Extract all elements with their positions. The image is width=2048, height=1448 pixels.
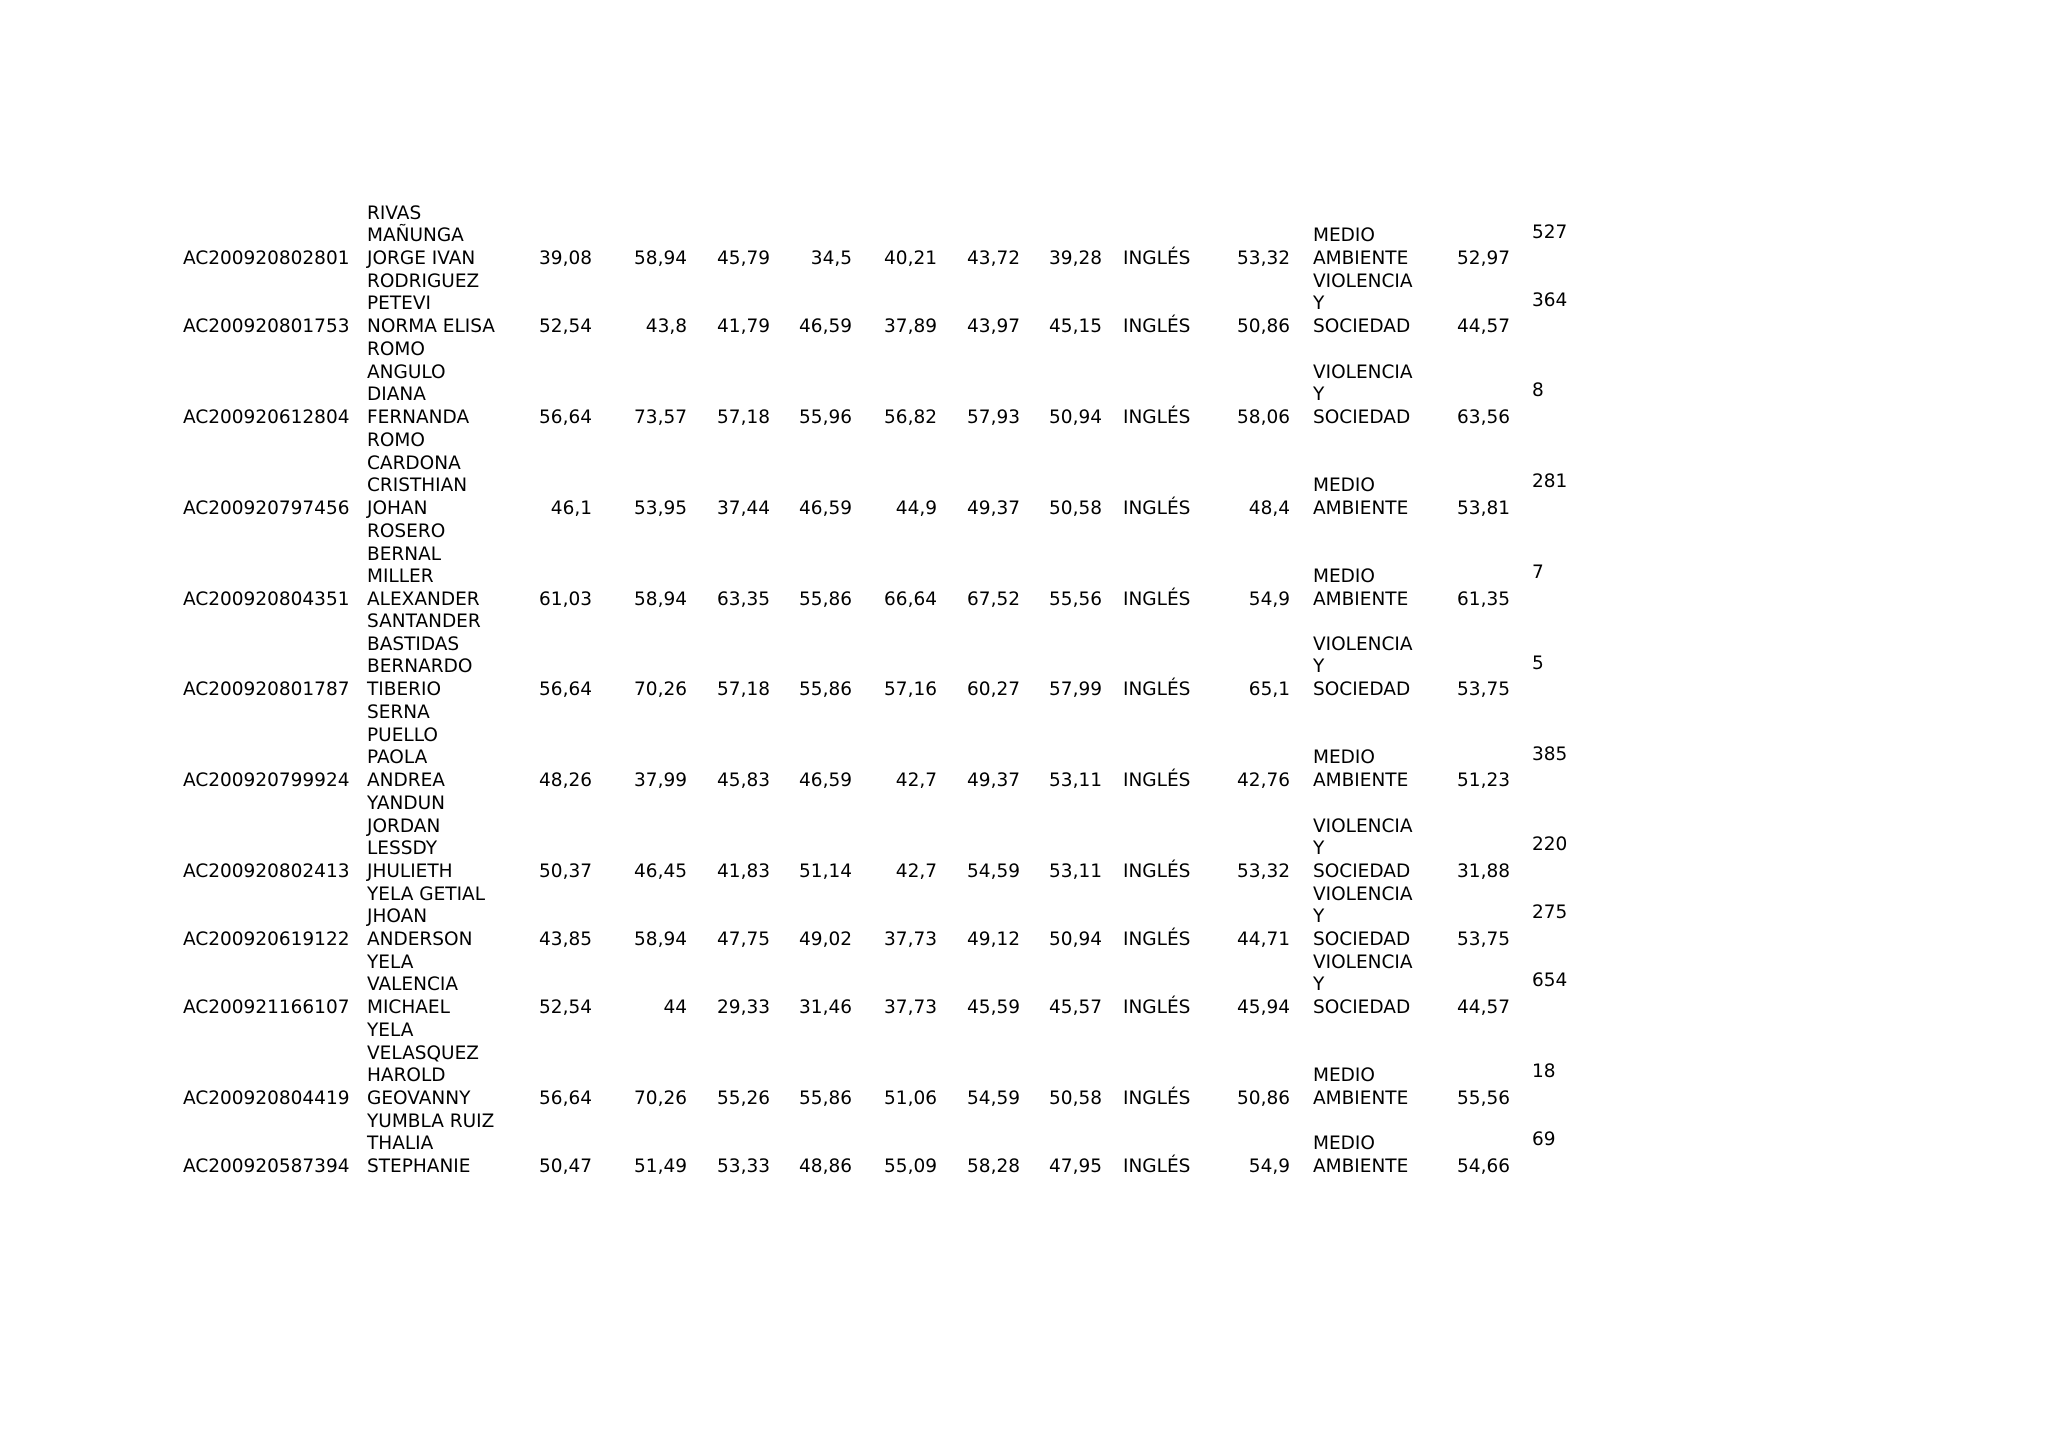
- topic-score-cell: 51,23: [1457, 769, 1510, 791]
- score-cell: 46,59: [799, 769, 852, 791]
- score-cell: 53,95: [634, 497, 687, 519]
- student-name-line: BERNARDO: [367, 656, 473, 677]
- student-name-line: RODRIGUEZ: [367, 270, 480, 292]
- score-cell: 54,59: [967, 1087, 1020, 1109]
- student-name-line: TIBERIO: [367, 678, 442, 700]
- topic-cell: [1313, 1133, 1433, 1178]
- language-cell: INGLÉS: [1123, 860, 1191, 882]
- student-name-line: FERNANDA: [367, 406, 470, 428]
- rank-cell: 18: [1532, 1061, 1556, 1082]
- score-cell: 61,03: [539, 588, 592, 610]
- student-name-line: ROMO: [367, 430, 425, 451]
- score-cell: 51,06: [884, 1087, 937, 1109]
- score-cell: 50,47: [539, 1155, 592, 1177]
- student-name: [367, 1111, 522, 1179]
- topic-cell-line: Y: [1313, 656, 1325, 677]
- topic-cell-line: Y: [1313, 906, 1325, 927]
- registration-code: AC200920804351: [183, 588, 350, 610]
- language-score-cell: 50,86: [1237, 1087, 1290, 1109]
- score-cell: 45,59: [967, 996, 1020, 1018]
- student-name: [367, 702, 522, 792]
- score-cell: 41,79: [717, 315, 770, 337]
- score-cell: 40,21: [884, 247, 937, 269]
- student-name-line: PAOLA: [367, 747, 428, 768]
- topic-cell-line: MEDIO: [1313, 1133, 1375, 1154]
- language-score-cell: 53,32: [1237, 860, 1290, 882]
- topic-score-cell: 54,66: [1457, 1155, 1510, 1177]
- score-cell: 67,52: [967, 588, 1020, 610]
- score-cell: 31,46: [799, 996, 852, 1018]
- topic-score-cell: 61,35: [1457, 588, 1510, 610]
- score-cell: 47,75: [717, 928, 770, 950]
- score-cell: 39,08: [539, 247, 592, 269]
- registration-code: AC200920799924: [183, 769, 350, 791]
- student-name-line: ALEXANDER: [367, 588, 480, 610]
- score-cell: 45,79: [717, 247, 770, 269]
- score-cell: 42,7: [895, 769, 937, 791]
- student-name-line: ANDERSON: [367, 928, 473, 950]
- topic-score-cell: 31,88: [1457, 860, 1510, 882]
- score-cell: 56,64: [539, 678, 592, 700]
- student-name-line: CARDONA: [367, 452, 461, 474]
- rank-cell: 7: [1532, 562, 1544, 583]
- student-name-line: JHULIETH: [367, 860, 453, 882]
- language-cell: INGLÉS: [1123, 406, 1191, 428]
- score-cell: 56,64: [539, 1087, 592, 1109]
- topic-cell-line: Y: [1313, 293, 1325, 314]
- language-score-cell: 50,86: [1237, 315, 1290, 337]
- topic-cell-line: MEDIO: [1313, 747, 1375, 768]
- language-score-cell: 58,06: [1237, 406, 1290, 428]
- score-cell: 34,5: [810, 247, 852, 269]
- topic-cell-line: AMBIENTE: [1313, 588, 1409, 610]
- rank-cell: 364: [1532, 290, 1568, 311]
- student-name: [367, 521, 522, 611]
- topic-cell-line: MEDIO: [1313, 1065, 1375, 1086]
- topic-cell-line: Y: [1313, 384, 1325, 405]
- score-cell: 52,54: [539, 996, 592, 1018]
- topic-score-cell: 53,81: [1457, 497, 1510, 519]
- score-cell: 66,64: [884, 588, 937, 610]
- score-cell: 58,94: [634, 588, 687, 610]
- topic-score-cell: 44,57: [1457, 315, 1510, 337]
- score-cell: 43,97: [967, 315, 1020, 337]
- topic-cell: [1313, 1065, 1433, 1110]
- student-name-line: ROSERO: [367, 521, 446, 542]
- score-cell: 49,12: [967, 928, 1020, 950]
- student-name-line: YELA: [367, 1020, 414, 1041]
- score-cell: 42,7: [895, 860, 937, 882]
- language-score-cell: 54,9: [1248, 1155, 1290, 1177]
- registration-code: AC200920797456: [183, 497, 350, 519]
- student-name-line: RIVAS: [367, 202, 422, 224]
- registration-code: AC200920587394: [183, 1155, 350, 1177]
- language-score-cell: 45,94: [1237, 996, 1290, 1018]
- score-cell: 58,94: [634, 928, 687, 950]
- student-name: [367, 430, 522, 520]
- topic-cell: [1313, 816, 1433, 884]
- topic-cell-line: AMBIENTE: [1313, 247, 1409, 269]
- registration-code: AC200920804419: [183, 1087, 350, 1109]
- registration-code: AC200921166107: [183, 996, 350, 1018]
- topic-cell: [1313, 271, 1433, 339]
- language-cell: INGLÉS: [1123, 769, 1191, 791]
- rank-cell: 385: [1532, 744, 1568, 765]
- score-cell: 46,59: [799, 315, 852, 337]
- topic-cell-line: AMBIENTE: [1313, 1087, 1409, 1109]
- score-cell: 47,95: [1049, 1155, 1102, 1177]
- student-name-line: ROMO: [367, 339, 425, 360]
- student-name-line: GEOVANNY: [367, 1087, 471, 1109]
- student-name-line: NORMA ELISA: [367, 315, 495, 337]
- topic-cell: [1313, 952, 1433, 1020]
- language-score-cell: 53,32: [1237, 247, 1290, 269]
- topic-cell-line: MEDIO: [1313, 225, 1375, 246]
- rank-cell: 5: [1532, 653, 1544, 674]
- score-cell: 46,1: [550, 497, 592, 519]
- registration-code: AC200920802801: [183, 247, 350, 269]
- student-name-line: BASTIDAS: [367, 633, 460, 655]
- score-cell: 50,94: [1049, 928, 1102, 950]
- topic-cell: [1313, 566, 1433, 611]
- score-cell: 52,54: [539, 315, 592, 337]
- student-name-line: MILLER: [367, 566, 434, 587]
- student-name-line: YUMBLA RUIZ: [367, 1110, 495, 1132]
- topic-cell: [1313, 362, 1433, 430]
- language-cell: INGLÉS: [1123, 996, 1191, 1018]
- student-name: [367, 203, 522, 271]
- topic-cell: [1313, 884, 1433, 952]
- topic-cell-line: AMBIENTE: [1313, 497, 1409, 519]
- language-cell: INGLÉS: [1123, 1087, 1191, 1109]
- student-name: [367, 952, 522, 1020]
- registration-code: AC200920612804: [183, 406, 350, 428]
- score-cell: 51,14: [799, 860, 852, 882]
- score-cell: 57,93: [967, 406, 1020, 428]
- score-cell: 50,37: [539, 860, 592, 882]
- score-cell: 57,18: [717, 406, 770, 428]
- score-cell: 70,26: [634, 1087, 687, 1109]
- student-name-line: SERNA: [367, 702, 430, 723]
- rank-cell: 220: [1532, 834, 1568, 855]
- student-name-line: LESSDY: [367, 838, 438, 859]
- language-score-cell: 54,9: [1248, 588, 1290, 610]
- student-name-line: JOHAN: [367, 497, 428, 519]
- score-cell: 53,11: [1049, 860, 1102, 882]
- score-cell: 54,59: [967, 860, 1020, 882]
- topic-cell-line: SOCIEDAD: [1313, 406, 1411, 428]
- topic-cell-line: SOCIEDAD: [1313, 996, 1411, 1018]
- language-cell: INGLÉS: [1123, 1155, 1191, 1177]
- language-cell: INGLÉS: [1123, 315, 1191, 337]
- student-name-line: CRISTHIAN: [367, 475, 468, 496]
- language-cell: INGLÉS: [1123, 588, 1191, 610]
- topic-cell-line: VIOLENCIA: [1313, 270, 1413, 292]
- score-cell: 37,99: [634, 769, 687, 791]
- student-name-line: STEPHANIE: [367, 1155, 471, 1177]
- score-cell: 37,73: [884, 928, 937, 950]
- student-name: [367, 884, 522, 952]
- score-cell: 43,85: [539, 928, 592, 950]
- language-cell: INGLÉS: [1123, 247, 1191, 269]
- score-cell: 41,83: [717, 860, 770, 882]
- topic-score-cell: 44,57: [1457, 996, 1510, 1018]
- registration-code: AC200920801753: [183, 315, 350, 337]
- score-cell: 46,59: [799, 497, 852, 519]
- rank-cell: 69: [1532, 1129, 1556, 1150]
- score-cell: 37,89: [884, 315, 937, 337]
- student-name-line: DIANA: [367, 384, 426, 405]
- score-cell: 58,94: [634, 247, 687, 269]
- student-name-line: YELA: [367, 951, 414, 973]
- registration-code: AC200920802413: [183, 860, 350, 882]
- language-cell: INGLÉS: [1123, 497, 1191, 519]
- score-cell: 56,64: [539, 406, 592, 428]
- topic-cell-line: VIOLENCIA: [1313, 633, 1413, 655]
- topic-cell: [1313, 634, 1433, 702]
- topic-cell-line: MEDIO: [1313, 566, 1375, 587]
- topic-cell: [1313, 747, 1433, 792]
- language-score-cell: 48,4: [1248, 497, 1290, 519]
- score-cell: 48,26: [539, 769, 592, 791]
- student-name-line: ANGULO: [367, 361, 446, 383]
- score-cell: 57,99: [1049, 678, 1102, 700]
- student-name-line: YELA GETIAL: [367, 883, 486, 905]
- student-name-line: YANDUN: [367, 793, 445, 814]
- student-name: [367, 1020, 522, 1110]
- rank-cell: 527: [1532, 222, 1568, 243]
- student-name-line: JORDAN: [367, 815, 441, 837]
- score-cell: 55,96: [799, 406, 852, 428]
- language-score-cell: 65,1: [1248, 678, 1290, 700]
- score-cell: 60,27: [967, 678, 1020, 700]
- score-cell: 55,86: [799, 1087, 852, 1109]
- language-score-cell: 44,71: [1237, 928, 1290, 950]
- score-cell: 50,58: [1049, 497, 1102, 519]
- score-cell: 45,83: [717, 769, 770, 791]
- student-name-line: THALIA: [367, 1133, 434, 1154]
- topic-cell: [1313, 225, 1433, 270]
- student-name: [367, 611, 522, 701]
- topic-cell-line: VIOLENCIA: [1313, 361, 1413, 383]
- score-cell: 53,33: [717, 1155, 770, 1177]
- score-cell: 55,56: [1049, 588, 1102, 610]
- student-name-line: PETEVI: [367, 293, 431, 314]
- language-cell: INGLÉS: [1123, 928, 1191, 950]
- student-name: [367, 339, 522, 429]
- topic-cell-line: SOCIEDAD: [1313, 315, 1411, 337]
- language-score-cell: 42,76: [1237, 769, 1290, 791]
- student-name-line: VELASQUEZ: [367, 1042, 479, 1064]
- student-name-line: MAÑUNGA: [367, 225, 464, 246]
- language-cell: INGLÉS: [1123, 678, 1191, 700]
- student-name-line: SANTANDER: [367, 611, 481, 632]
- score-cell: 49,37: [967, 497, 1020, 519]
- score-cell: 50,58: [1049, 1087, 1102, 1109]
- student-name-line: MICHAEL: [367, 996, 450, 1018]
- topic-cell-line: AMBIENTE: [1313, 1155, 1409, 1177]
- score-cell: 49,37: [967, 769, 1020, 791]
- student-name: [367, 793, 522, 883]
- student-name-line: HAROLD: [367, 1065, 446, 1086]
- score-cell: 63,35: [717, 588, 770, 610]
- score-cell: 55,09: [884, 1155, 937, 1177]
- topic-cell-line: SOCIEDAD: [1313, 860, 1411, 882]
- rank-cell: 275: [1532, 902, 1568, 923]
- topic-cell-line: MEDIO: [1313, 475, 1375, 496]
- student-name-line: JHOAN: [367, 906, 428, 927]
- topic-score-cell: 52,97: [1457, 247, 1510, 269]
- topic-score-cell: 53,75: [1457, 678, 1510, 700]
- topic-cell-line: VIOLENCIA: [1313, 951, 1413, 973]
- score-cell: 55,86: [799, 588, 852, 610]
- rank-cell: 281: [1532, 471, 1568, 492]
- score-cell: 57,18: [717, 678, 770, 700]
- topic-cell-line: VIOLENCIA: [1313, 815, 1413, 837]
- student-name: [367, 271, 522, 339]
- registration-code: AC200920619122: [183, 928, 350, 950]
- topic-cell-line: Y: [1313, 838, 1325, 859]
- score-cell: 46,45: [634, 860, 687, 882]
- score-cell: 73,57: [634, 406, 687, 428]
- score-cell: 51,49: [634, 1155, 687, 1177]
- score-cell: 57,16: [884, 678, 937, 700]
- topic-score-cell: 63,56: [1457, 406, 1510, 428]
- score-cell: 45,15: [1049, 315, 1102, 337]
- score-cell: 37,73: [884, 996, 937, 1018]
- score-cell: 45,57: [1049, 996, 1102, 1018]
- score-cell: 55,26: [717, 1087, 770, 1109]
- student-name-line: VALENCIA: [367, 974, 458, 995]
- score-cell: 56,82: [884, 406, 937, 428]
- score-cell: 44: [663, 996, 687, 1018]
- score-cell: 39,28: [1049, 247, 1102, 269]
- score-cell: 50,94: [1049, 406, 1102, 428]
- score-cell: 29,33: [717, 996, 770, 1018]
- score-cell: 49,02: [799, 928, 852, 950]
- score-cell: 43,8: [645, 315, 687, 337]
- registration-code: AC200920801787: [183, 678, 350, 700]
- student-name-line: JORGE IVAN: [367, 247, 476, 269]
- score-cell: 37,44: [717, 497, 770, 519]
- topic-cell-line: VIOLENCIA: [1313, 883, 1413, 905]
- score-cell: 70,26: [634, 678, 687, 700]
- topic-cell-line: SOCIEDAD: [1313, 678, 1411, 700]
- score-cell: 58,28: [967, 1155, 1020, 1177]
- rank-cell: 654: [1532, 970, 1568, 991]
- score-cell: 43,72: [967, 247, 1020, 269]
- topic-cell: [1313, 475, 1433, 520]
- score-cell: 44,9: [895, 497, 937, 519]
- score-cell: 55,86: [799, 678, 852, 700]
- topic-score-cell: 53,75: [1457, 928, 1510, 950]
- student-name-line: BERNAL: [367, 543, 442, 565]
- topic-cell-line: AMBIENTE: [1313, 769, 1409, 791]
- topic-cell-line: SOCIEDAD: [1313, 928, 1411, 950]
- student-name-line: ANDREA: [367, 769, 445, 791]
- score-cell: 48,86: [799, 1155, 852, 1177]
- topic-cell-line: Y: [1313, 974, 1325, 995]
- student-name-line: PUELLO: [367, 724, 438, 746]
- topic-score-cell: 55,56: [1457, 1087, 1510, 1109]
- score-cell: 53,11: [1049, 769, 1102, 791]
- rank-cell: 8: [1532, 380, 1544, 401]
